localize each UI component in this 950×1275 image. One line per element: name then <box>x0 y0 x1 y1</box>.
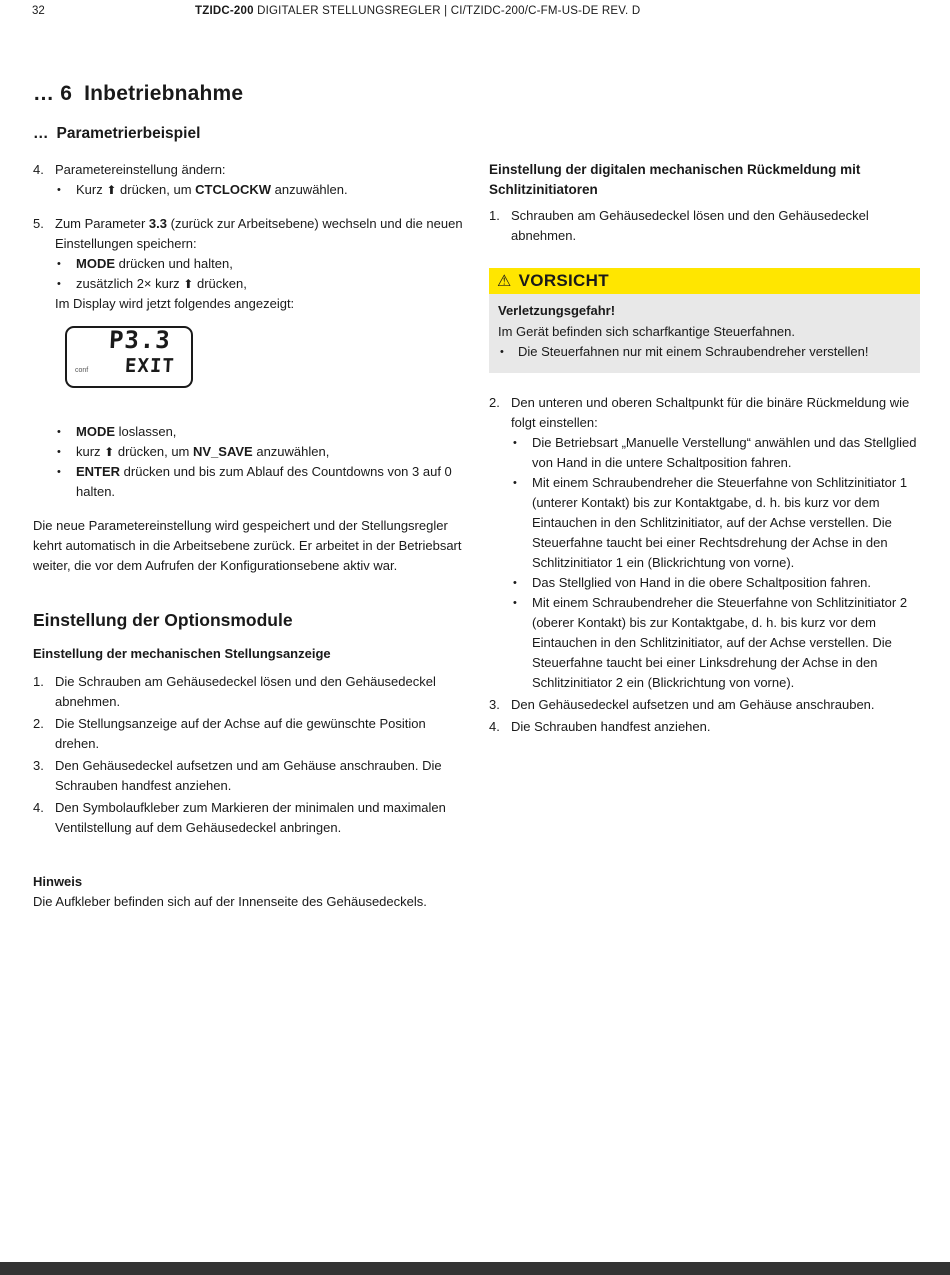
numbered-item <box>489 717 920 737</box>
list-item <box>55 422 463 442</box>
footer-bar <box>0 1262 950 1275</box>
display-note: Im Display wird jetzt folgendes angezeigt: <box>55 296 295 311</box>
warning-title: VORSICHT <box>518 271 609 290</box>
bullet-text <box>76 254 463 274</box>
keyword: NV_SAVE <box>193 444 253 459</box>
up-arrow-icon: ⬆ <box>183 277 194 291</box>
item-text: Den Gehäusedeckel aufsetzen und am Gehäuse anschrauben. <box>511 697 875 712</box>
item-text: Den Gehäusedeckel aufsetzen und am Gehäuse anschrauben. Die Schrauben handfest anziehen. <box>55 758 442 793</box>
item-number: 3. <box>33 758 44 773</box>
item-number: 3. <box>489 697 500 712</box>
text-segment: Zum Parameter <box>55 216 149 231</box>
bullet-marker: • <box>57 258 61 270</box>
options-heading: Einstellung der Optionsmodule <box>33 610 293 630</box>
bullet-marker: • <box>57 446 61 458</box>
item-number: 2. <box>33 716 44 731</box>
numbered-item <box>33 714 463 754</box>
section-title: Parametrierbeispiel <box>56 125 201 142</box>
numbered-item <box>33 672 463 712</box>
warning-body <box>489 294 920 373</box>
bullet-text: Mit einem Schraubendreher die Steuerfahne von Schlitzinitiator 2 (oberer Kontakt) bis zur Kontaktgabe, d. h. bis kurz vor dem Eintauchen in den Schlitzinitiator, auf der Achse verstellen. Die Steuerfahne taucht bei einer Linksdrehung der Achse in den Schlitzinitiator 2 ein (Blickrichtung von vorne). <box>532 595 908 690</box>
item-text: Die Schrauben am Gehäusedeckel lösen und den Gehäusedeckel abnehmen. <box>55 674 436 709</box>
chapter-heading <box>33 84 463 104</box>
document-title-model: TZIDC-200 <box>195 5 254 17</box>
bullet-text <box>76 180 463 200</box>
item-number: 4. <box>33 162 44 177</box>
item-number: 4. <box>489 719 500 734</box>
lcd-exit-text: EXIT <box>124 355 176 377</box>
text-segment: Kurz <box>76 182 107 197</box>
page-number: 32 <box>32 5 45 17</box>
text-segment: zusätzlich 2× kurz <box>76 276 184 291</box>
item-number: 1. <box>489 208 500 223</box>
text-segment: drücken, <box>193 276 247 291</box>
item-text: Schrauben am Gehäusedeckel lösen und den Gehäusedeckel abnehmen. <box>511 208 869 243</box>
item-text: Den unteren und oberen Schaltpunkt für die binäre Rückmeldung wie folgt einstellen: <box>511 395 910 430</box>
paragraph: Die neue Parametereinstellung wird gespeichert und der Stellungsregler kehrt automatisch in die Arbeitsebene zurück. Er arbeitet in der Betriebsart weiter, die vor dem Aufrufen der Konfigurationsebene aktiv war. <box>33 518 462 573</box>
chapter-title: Inbetriebnahme <box>84 82 244 105</box>
list-item <box>511 473 920 573</box>
page-header <box>0 0 950 30</box>
keyword: MODE <box>76 256 115 271</box>
item-text <box>55 214 463 254</box>
bullet-text <box>76 274 463 294</box>
item-number: 4. <box>33 800 44 815</box>
text-segment: (zurück zur Arbeitsebene) wechseln und die neuen Einstellungen speichern: <box>55 216 463 251</box>
text-segment: drücken und halten, <box>115 256 233 271</box>
item-text: Den Symbolaufkleber zum Markieren der minimalen und maximalen Ventilstellung auf dem Gehäusedeckel anbringen. <box>55 800 446 835</box>
list-item <box>498 342 910 362</box>
warning-triangle-icon: ⚠ <box>497 271 512 290</box>
warning-header <box>489 268 920 294</box>
bullet-marker: • <box>513 437 517 449</box>
numbered-item <box>489 695 920 715</box>
section-heading <box>33 124 463 144</box>
keyword: CTCLOCKW <box>195 182 271 197</box>
text-segment: anzuwählen, <box>252 444 330 459</box>
left-column <box>33 84 463 912</box>
item-text: Die Schrauben handfest anziehen. <box>511 719 711 734</box>
text-segment: kurz <box>76 444 105 459</box>
bullet-text: Die Steuerfahnen nur mit einem Schraubendreher verstellen! <box>518 344 869 359</box>
warning-box <box>489 268 920 373</box>
note-title: Hinweis <box>33 874 83 889</box>
bullet-marker: • <box>513 577 517 589</box>
bullet-marker: • <box>57 466 61 478</box>
keyword: ENTER <box>76 464 121 479</box>
document-title <box>195 5 640 17</box>
text-segment: loslassen, <box>115 424 177 439</box>
numbered-item <box>33 160 463 200</box>
item-text: Die Stellungsanzeige auf der Achse auf die gewünschte Position drehen. <box>55 716 426 751</box>
keyword: 3.3 <box>148 216 167 231</box>
numbered-item <box>33 214 463 314</box>
lcd-conf-label: conf <box>75 367 89 374</box>
list-item <box>55 274 463 294</box>
item-text: Parametereinstellung ändern: <box>55 162 226 177</box>
list-item <box>511 433 920 473</box>
digital-feedback-heading: Einstellung der digitalen mechanischen Rückmeldung mit Schlitzinitiatoren <box>489 162 861 197</box>
bullet-marker: • <box>57 184 61 196</box>
text-segment: drücken und bis zum Ablauf des Countdowns von 3 auf 0 halten. <box>76 464 452 499</box>
section-prefix: … <box>33 125 49 142</box>
note-block <box>33 872 463 912</box>
bullet-marker: • <box>513 597 517 609</box>
note-text: Die Aufkleber befinden sich auf der Innenseite des Gehäusedeckels. <box>33 894 427 909</box>
bullet-text <box>76 422 463 442</box>
text-segment: drücken, um <box>114 444 193 459</box>
list-item <box>55 254 463 274</box>
lcd-parameter-value: P3.3 <box>108 326 172 354</box>
mech-subheading: Einstellung der mechanischen Stellungsanzeige <box>33 646 331 661</box>
numbered-item <box>33 756 463 796</box>
post-display-list <box>55 422 463 502</box>
list-item <box>511 573 920 593</box>
text-segment: anzuwählen. <box>271 182 348 197</box>
right-column <box>489 160 920 739</box>
list-item <box>55 442 463 462</box>
bullet-text: Mit einem Schraubendreher die Steuerfahne von Schlitzinitiator 1 (unterer Kontakt) bis zur Kontaktgabe, d. h. bis kurz vor dem Eintauchen in den Schlitzinitiator, auf der Achse verstellen. Die Steuerfahne taucht bei einer Rechtsdrehung der Achse in den Schlitzinitiator 1 ein (Blickrichtung von vorne). <box>532 475 908 570</box>
numbered-item <box>489 206 920 246</box>
bullet-marker: • <box>513 477 517 489</box>
text-segment: drücken, um <box>116 182 196 197</box>
lcd-display-graphic <box>65 326 193 388</box>
numbered-item <box>33 798 463 838</box>
up-arrow-icon: ⬆ <box>106 183 117 197</box>
document-title-rest: DIGITALER STELLUNGSREGLER | CI/TZIDC-200/C-FM-US-DE REV. D <box>253 5 641 17</box>
bullet-marker: • <box>57 426 61 438</box>
item-number: 5. <box>33 216 44 231</box>
list-item <box>55 180 463 200</box>
bullet-marker: • <box>500 346 504 358</box>
bullet-text <box>76 462 463 502</box>
up-arrow-icon: ⬆ <box>104 445 115 459</box>
warning-line: Im Gerät befinden sich scharfkantige Steuerfahnen. <box>498 324 796 339</box>
bullet-text: Das Stellglied von Hand in die obere Schaltposition fahren. <box>532 575 871 590</box>
chapter-prefix: … 6 <box>33 82 73 105</box>
item-number: 2. <box>489 395 500 410</box>
list-item <box>511 593 920 693</box>
numbered-item <box>489 393 920 693</box>
bullet-text <box>76 442 463 462</box>
list-item <box>55 462 463 502</box>
bullet-marker: • <box>57 278 61 290</box>
bullet-text: Die Betriebsart „Manuelle Verstellung“ anwählen und das Stellglied von Hand in die untere Schaltposition fahren. <box>532 435 917 470</box>
keyword: MODE <box>76 424 115 439</box>
item-number: 1. <box>33 674 44 689</box>
warning-subtitle: Verletzungsgefahr! <box>498 303 616 318</box>
